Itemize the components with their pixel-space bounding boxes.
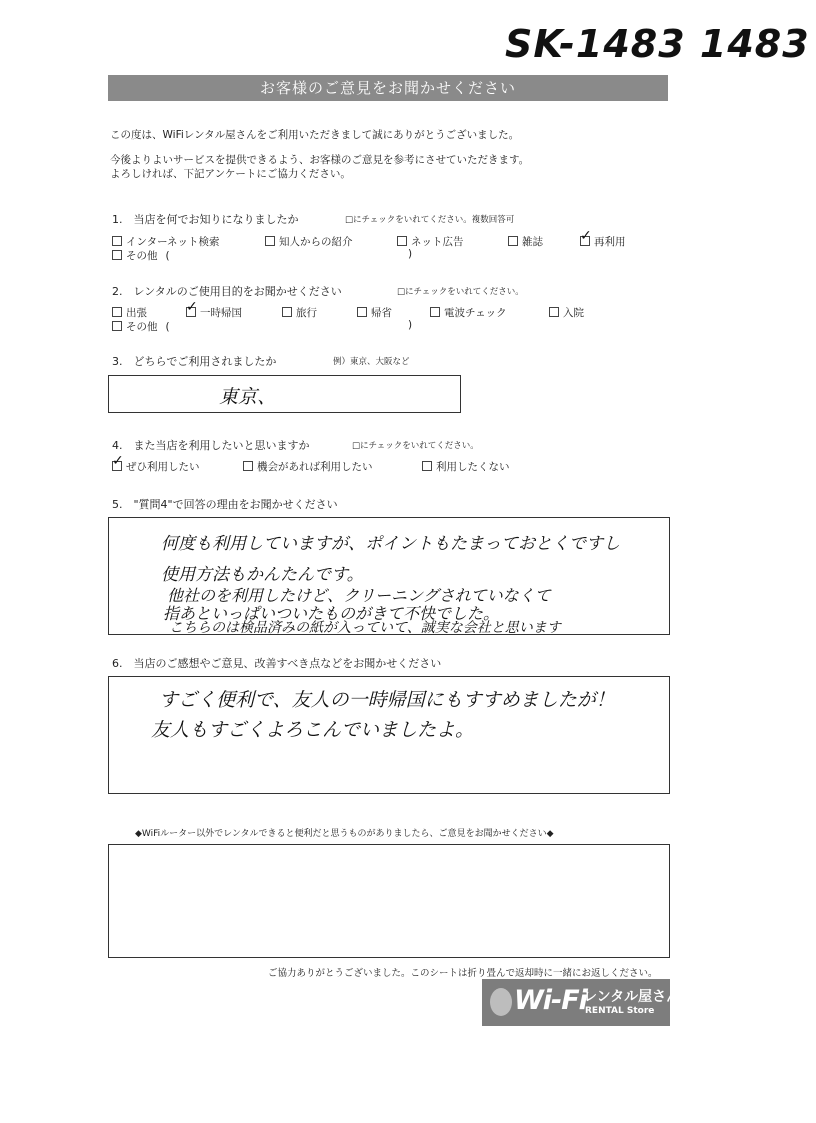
checkbox-checked[interactable] — [112, 453, 124, 471]
q1-option-other[interactable]: その他 ( — [112, 248, 170, 263]
checkbox[interactable] — [112, 321, 122, 331]
mascot-icon — [490, 988, 512, 1016]
question-5: 5. "質問4"で回答の理由をお聞かせください — [112, 498, 338, 511]
check-mark-icon: ✓ — [580, 228, 592, 244]
q1-option-reuse[interactable]: ✓ 再利用 — [580, 228, 626, 248]
q1-option-ad[interactable]: ネット広告 — [397, 234, 464, 249]
logo-en-text: RENTAL Store — [585, 1006, 655, 1016]
q5-answer-line: 指あといっぱいついたものがきて不快でした。 — [163, 604, 500, 623]
question-6: 6. 当店のご感想やご意見、改善すべき点などをお聞かせください — [112, 657, 442, 670]
checkbox[interactable] — [112, 250, 122, 260]
q7-answer-box[interactable] — [108, 844, 670, 958]
checkbox[interactable] — [549, 307, 559, 317]
q2-option-business[interactable]: 出張 — [112, 305, 147, 320]
checkbox-checked[interactable] — [186, 299, 198, 317]
question-4: 4. また当店を利用したいと思いますか — [112, 439, 310, 452]
q5-answer-line: 他社のを利用したけど、クリーニングされていなくて — [167, 586, 551, 605]
q2-option-other[interactable]: その他 ( — [112, 319, 170, 334]
question-3-note: 例）東京、大阪など — [333, 357, 410, 367]
serial-number: SK-1483 1483 — [505, 22, 810, 66]
q3-answer-box[interactable] — [108, 375, 461, 413]
q1-other-close-paren: ) — [408, 248, 413, 260]
intro-line-3: よろしければ、下記アンケートにご協力ください。 — [110, 168, 351, 180]
q3-answer: 東京、 — [219, 386, 277, 408]
question-2-note: □にチェックをいれてください。 — [397, 287, 524, 297]
question-7: ◆WiFiルーター以外でレンタルできると便利だと思うものがありましたら、ご意見をお聞かせください◆ — [135, 829, 554, 839]
q2-other-close-paren: ) — [408, 319, 413, 331]
q4-option-no[interactable]: 利用したくない — [422, 459, 510, 474]
q4-option-definitely[interactable]: ✓ ぜひ利用したい — [112, 453, 200, 473]
q1-option-magazine[interactable]: 雑誌 — [508, 234, 543, 249]
checkbox[interactable] — [112, 307, 122, 317]
logo-main-text: Wi-Fi — [514, 985, 587, 1016]
q5-answer-box[interactable] — [108, 517, 670, 635]
intro-line-2: 今後よりよいサービスを提供できるよう、お客様のご意見を参考にさせていただきます。 — [110, 154, 530, 166]
checkbox-checked[interactable] — [580, 228, 592, 246]
q2-option-signal-check[interactable]: 電波チェック — [430, 305, 507, 320]
q1-option-friend[interactable]: 知人からの紹介 — [265, 234, 353, 249]
q4-option-if-chance[interactable]: 機会があれば利用したい — [243, 459, 373, 474]
checkbox[interactable] — [282, 307, 292, 317]
intro-line-1: この度は、WiFiレンタル屋さんをご利用いただきまして誠にありがとうございました。 — [110, 129, 520, 141]
question-2: 2. レンタルのご使用目的をお聞かせください — [112, 285, 342, 298]
wifi-rental-logo — [482, 979, 681, 1026]
q6-answer-line: すごく便利で、友人の一時帰国にもすすめましたが！ — [159, 689, 615, 711]
check-mark-icon: ✓ — [186, 299, 198, 315]
q2-option-travel[interactable]: 旅行 — [282, 305, 317, 320]
footer-note: ご協力ありがとうございました。このシートは折り畳んで返却時に一緒にお返しください。 — [268, 968, 658, 979]
q6-answer-line: 友人もすごくよろこんでいましたよ。 — [151, 719, 475, 741]
checkbox[interactable] — [430, 307, 440, 317]
q5-answer-line: 何度も利用していますが、ポイントもたまっておとくですし — [161, 534, 620, 554]
check-mark-icon: ✓ — [112, 453, 124, 469]
checkbox[interactable] — [112, 236, 122, 246]
question-4-note: □にチェックをいれてください。 — [352, 441, 479, 451]
checkbox[interactable] — [357, 307, 367, 317]
q6-answer-box[interactable] — [108, 676, 670, 794]
checkbox[interactable] — [508, 236, 518, 246]
q2-option-homecoming[interactable]: 帰省 — [357, 305, 392, 320]
question-1-note: □にチェックをいれてください。複数回答可 — [345, 215, 515, 225]
q2-option-hospital[interactable]: 入院 — [549, 305, 584, 320]
q5-answer-line: こちらのは検品済みの紙が入っていて、誠実な会社と思います — [169, 620, 561, 636]
q5-answer-line: 使用方法もかんたんです。 — [161, 565, 364, 585]
checkbox[interactable] — [397, 236, 407, 246]
question-1: 1. 当店を何でお知りになりましたか — [112, 213, 299, 226]
checkbox[interactable] — [265, 236, 275, 246]
checkbox[interactable] — [422, 461, 432, 471]
logo-jp-text: レンタル屋さん — [583, 989, 681, 1005]
checkbox[interactable] — [243, 461, 253, 471]
q1-option-internet[interactable]: インターネット検索 — [112, 234, 220, 249]
question-3: 3. どちらでご利用されましたか — [112, 355, 277, 368]
page-title: お客様のご意見をお聞かせください — [108, 75, 668, 101]
q2-option-temporary-return[interactable]: ✓ 一時帰国 — [186, 299, 242, 319]
